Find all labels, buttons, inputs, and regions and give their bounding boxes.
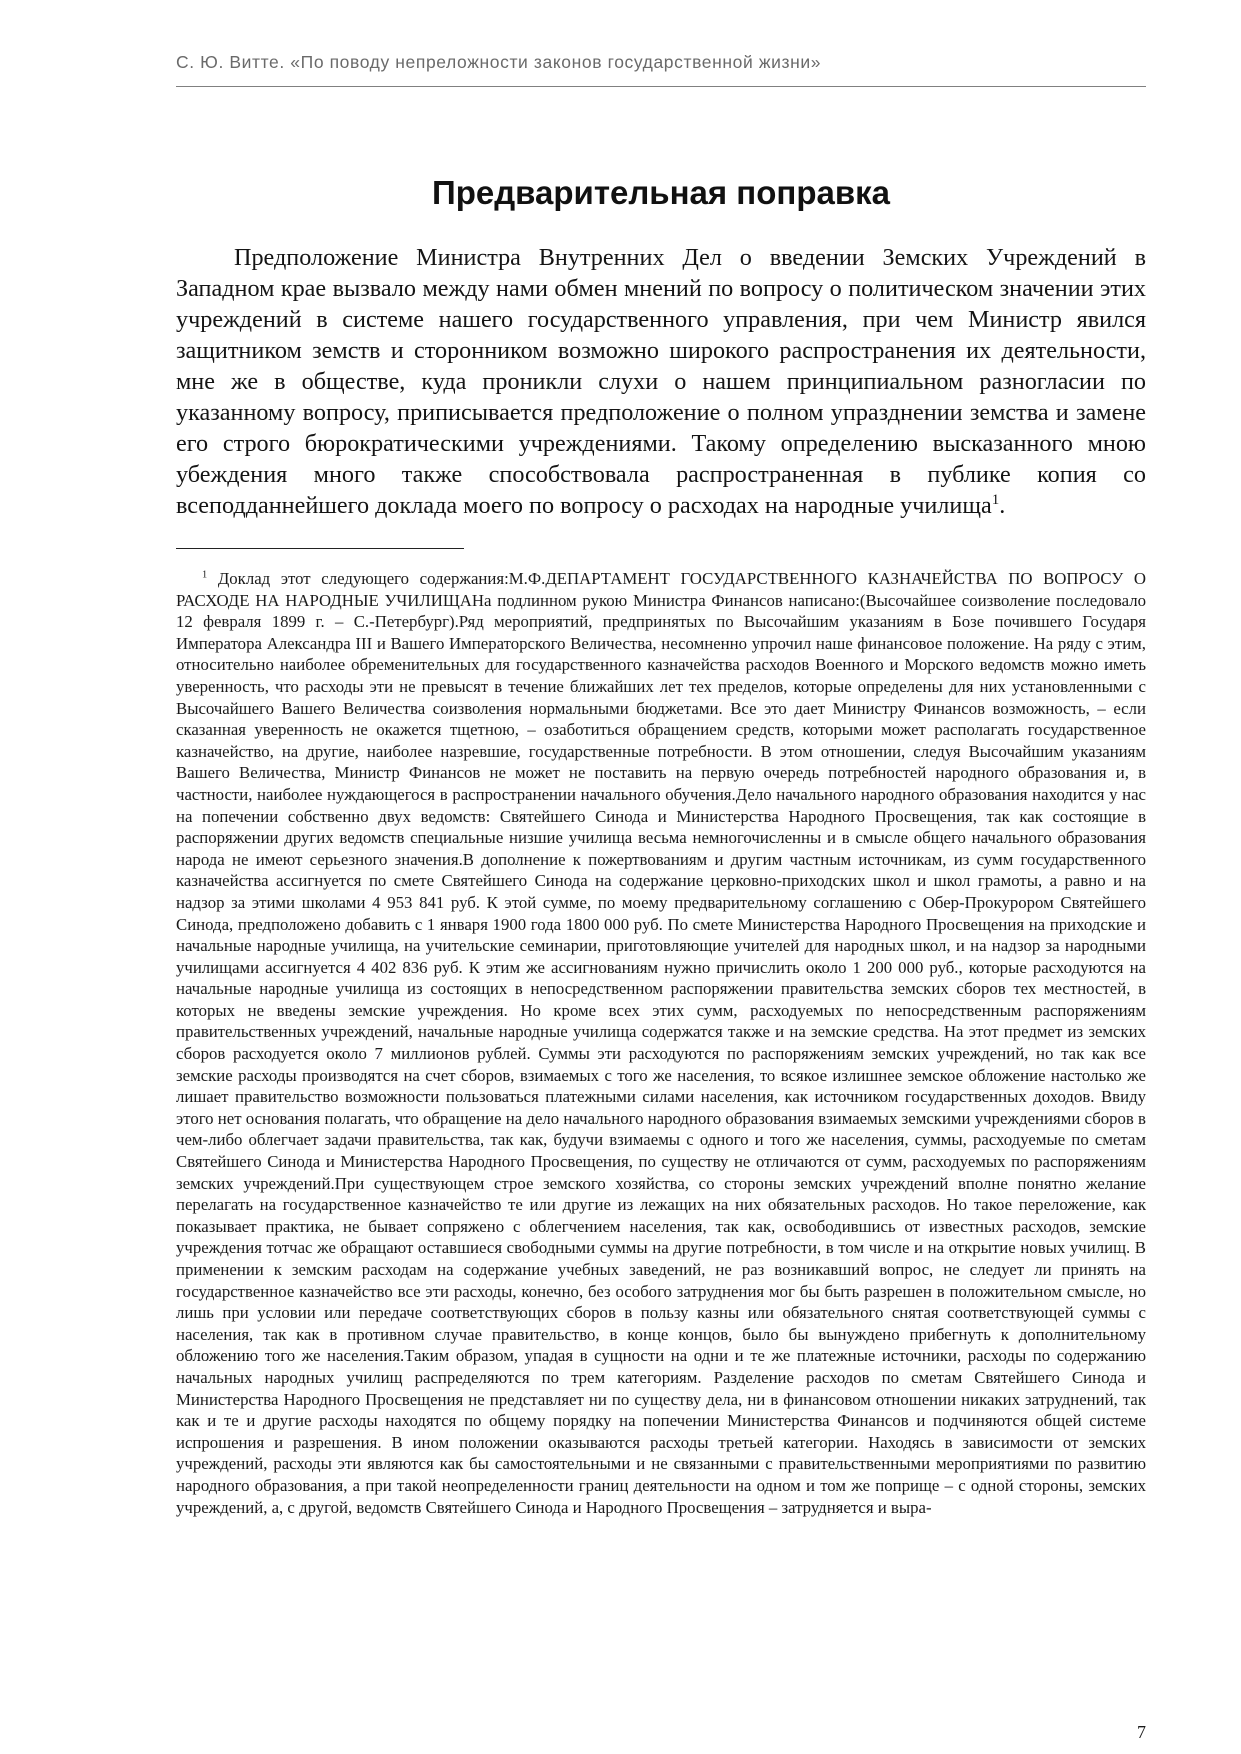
- main-paragraph-end: .: [999, 492, 1006, 519]
- footnote-text: Доклад этот следующего содержания:М.Ф.ДЕПАРТАМЕНТ ГОСУДАРСТВЕННОГО КАЗНАЧЕЙСТВА ПО ВОПРОСУ О РАСХОДЕ НА НАРОДНЫЕ УЧИЛИЩАНа подлинном рукою Министра Финансов написано:(Высочайшее соизволение последовало 12 февраля 1899 г. – С.-Петербург).Ряд мероприятий, предпринятых по Высочайшим указаниям в Бозе почившего Государя Императора Александра III и Вашего Императорского Величества, несомненно упрочил наше финансовое положение. На ряду с этим, относительно наиболее обременительных для государственного казначейства расходов Военного и Морского ведомств можно иметь уверенность, что расходы эти не превысят в течение ближайших лет тех пределов, которые определены для них установленными с Высочайшего Вашего Величества соизволения нормальными бюджетами. Все это дает Министру Финансов возможность, – если сказанная уверенность не окажется тщетною, – озаботиться обращением средств, которыми может располагать государственное казначейство, на другие, наиболее назревшие, государственные потребности. В этом отношении, следуя Высочайшим указаниям Вашего Величества, Министр Финансов не может не поставить на первую очередь потребностей народного образования и, в частности, наиболее нуждающегося в распространении начального обучения.Дело начального народного образования находится у нас на попечении собственно двух ведомств: Святейшего Синода и Министерства Народного Просвещения, так как состоящие в распоряжении других ведомств специальные низшие училища весьма немногочисленны и в смысле общего начального образования народа не имеют серьезного значения.В дополнение к пожертвованиям и другим частным источникам, из сумм государственного казначейства ассигнуется по смете Святейшего Синода на содержание церковно-приходских школ и школ грамоты, а равно и на надзор за этими школами 4 953 841 руб. К этой сумме, по моему предварительному соглашению с Обер-Прокурором Святейшего Синода, предположено добавить с 1 января 1900 года 1800 000 руб. По смете Министерства Народного Просвещения на приходские и начальные народные училища, на учительские семинарии, приготовляющие учителей для народных школ, и на надзор за народными училищами ассигнуется 4 402 836 руб. К этим же ассигнованиям нужно причислить около 1 200 000 руб., которые расходуются на начальные народные училища из состоящих в непосредственном распоряжении правительства земских сборов тех местностей, в которых не введены земские учреждения. Но кроме всех этих сумм, расходуемых по непосредственным распоряжениям правительственных учреждений, начальные народные училища содержатся также и на земские средства. На этот предмет из земских сборов расходуется около 7 миллионов рублей. Суммы эти расходуются по распоряжениям земских учреждений, но так как все земские расходы производятся на счет сборов, взимаемых с того же населения, то всякое излишнее земское обложение настолько же лишает правительство возможности пользоваться платежными силами населения, как источником государственных доходов. Ввиду этого нет основания полагать, что обращение на дело начального народного образования взимаемых земскими учреждениями сборов в чем-либо облегчает задачи правительства, так как, будучи взимаемы с одного и того же населения, суммы, расходуемые по сметам Святейшего Синода и Министерства Народного Просвещения, по существу не отличаются от сумм, расходуемых по распоряжениям земских учреждений.При существующем строе земского хозяйства, со стороны земских учреждений вполне понятно желание перелагать на государственное казначейство те или другие из лежащих на них обязательных расходов. Но такое переложение, как показывает практика, не бывает сопряжено с облегчением населения, так как, освободившись от известных расходов, земские учреждения тотчас же обращают оставшиеся свободными суммы на другие потребности, в том числе и на открытие новых училищ. В применении к земским расходам на содержание учебных заведений, не раз возникавший вопрос, не следует ли принять на государственное казначейство все эти расходы, конечно, без особого затруднения мог бы быть разрешен в положительном смысле, но лишь при условии или передаче соответствующих сборов в пользу казны или обязательного снятая соответствующей суммы с населения, так как в противном случае правительство, в конце концов, было бы вынуждено прибегнуть к дополнительному обложению того же населения.Таким образом, упадая в сущности на одни и те же платежные источники, расходы по содержанию начальных народных училищ распределяются по трем категориям. Разделение расходов по сметам Святейшего Синода и Министерства Народного Просвещения не представляет ни по существу дела, ни в финансовом отношении никаких затруднений, так как и те и другие расходы находятся по общему порядку на попечении Министерства Финансов и подчиняются общей системе испрошения и разрешения. В ином положении оказываются расходы третьей категории. Находясь в зависимости от земских учреждений, расходы эти являются как бы самостоятельными и не связанными с правительственными мероприятиями по развитию народного образования, а при такой неопределенности границ деятельности на одном и том же поприще – с одной стороны, земских учреждений, а, с другой, ведомств Святейшего Синода и Народного Просвещения – затрудняется и выра-: [176, 569, 1147, 1517]
- section-title: Предварительная поправка: [432, 174, 890, 211]
- main-paragraph: [176, 242, 1146, 521]
- footnote: [176, 568, 1146, 1518]
- main-paragraph-text: Предположение Министра Внутренних Дел о введении Земских Учреждений в Западном крае вызвало между нами обмен мнений по вопросу о политическом значении этих учреждений в системе нашего государственного управления, при чем Министр явился защитником земств и сторонником возможно широкого распространения их деятельности, мне же в обществе, куда проникли слухи о нашем принципиальном разногласии по указанному вопросу, приписывается предположение о полном упразднении земства и замене его строго бюрократическими учреждениями. Такому определению высказанного мною убеждения много также способствовала распространенная в публике копия со всеподданнейшего доклада моего по вопросу о расходах на народные училища: [176, 244, 1146, 519]
- footnote-divider: [176, 548, 464, 549]
- footnote-reference[interactable]: 1: [991, 491, 1000, 508]
- header-divider: [176, 86, 1146, 87]
- footnote-marker: 1: [202, 569, 208, 581]
- page-number: 7: [1137, 1722, 1146, 1742]
- running-header: С. Ю. Витте. «По поводу непреложности законов государственной жизни»: [176, 52, 822, 72]
